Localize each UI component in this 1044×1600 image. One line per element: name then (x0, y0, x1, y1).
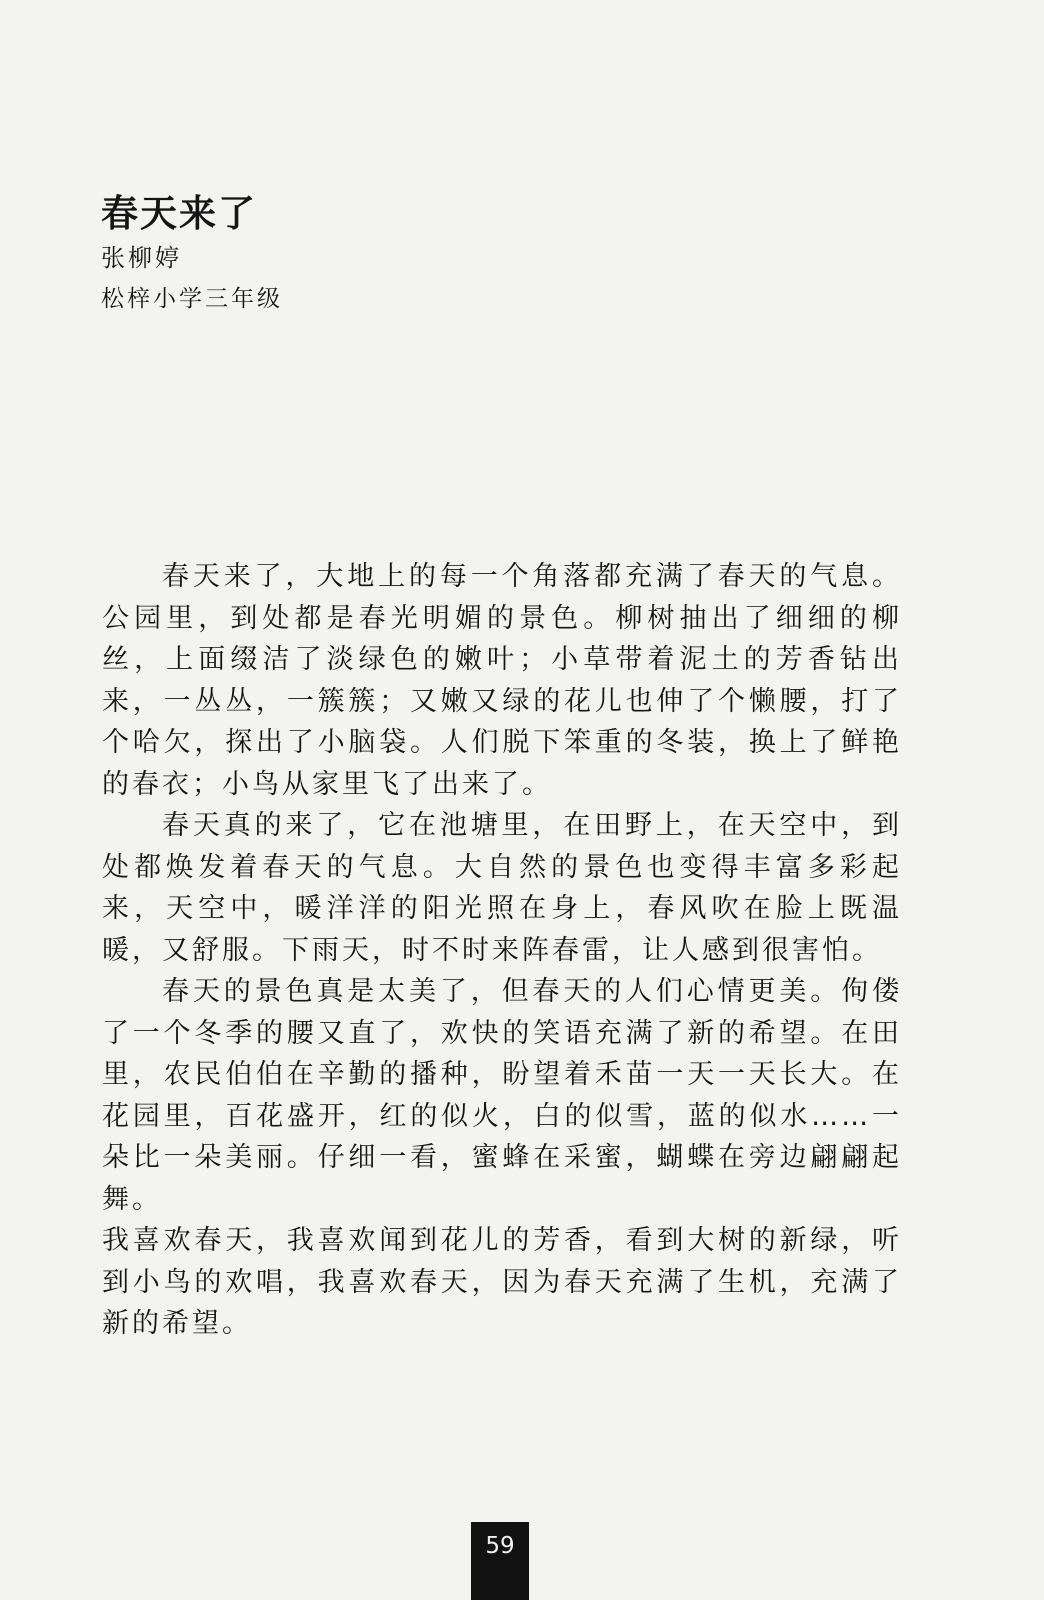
paragraph-3: 春天的景色真是太美了，但春天的人们心情更美。佝偻了一个冬季的腰又直了，欢快的笑语充满了新的希望。在田里，农民伯伯在辛勤的播种，盼望着禾苗一天一天长大。在花园里，百花盛开，红的似火，白的似雪，蓝的似水……一朵比一朵美丽。仔细一看，蜜蜂在采蜜，蝴蝶在旁边翩翩起舞。 (102, 976, 902, 1215)
page-number-tab: 59 (471, 1522, 529, 1600)
paragraph-2: 春天真的来了，它在池塘里，在田野上，在天空中，到处都焕发着春天的气息。大自然的景色也变得丰富多彩起来，天空中，暖洋洋的阳光照在身上，春风吹在脸上既温暖，又舒服。下雨天，时不时来阵春雷，让人感到很害怕。 (102, 810, 902, 966)
paragraph-4: 我喜欢春天，我喜欢闻到花儿的芳香，看到大树的新绿，听到小鸟的欢唱，我喜欢春天，因为春天充满了生机，充满了新的希望。 (102, 1225, 902, 1339)
article-title: 春天来了 (101, 192, 257, 235)
article-body (102, 556, 902, 1345)
author-school: 松梓小学三年级 (101, 286, 283, 312)
paragraph-1: 春天来了，大地上的每一个角落都充满了春天的气息。公园里，到处都是春光明媚的景色。柳树抽出了细细的柳丝，上面缀洁了淡绿色的嫩叶；小草带着泥土的芳香钻出来，一丛丛，一簇簇；又嫩又绿的花儿也伸了个懒腰，打了个哈欠，探出了小脑袋。人们脱下笨重的冬装，换上了鲜艳的春衣；小鸟从家里飞了出来了。 (102, 561, 902, 800)
author-name: 张柳婷 (101, 244, 182, 272)
